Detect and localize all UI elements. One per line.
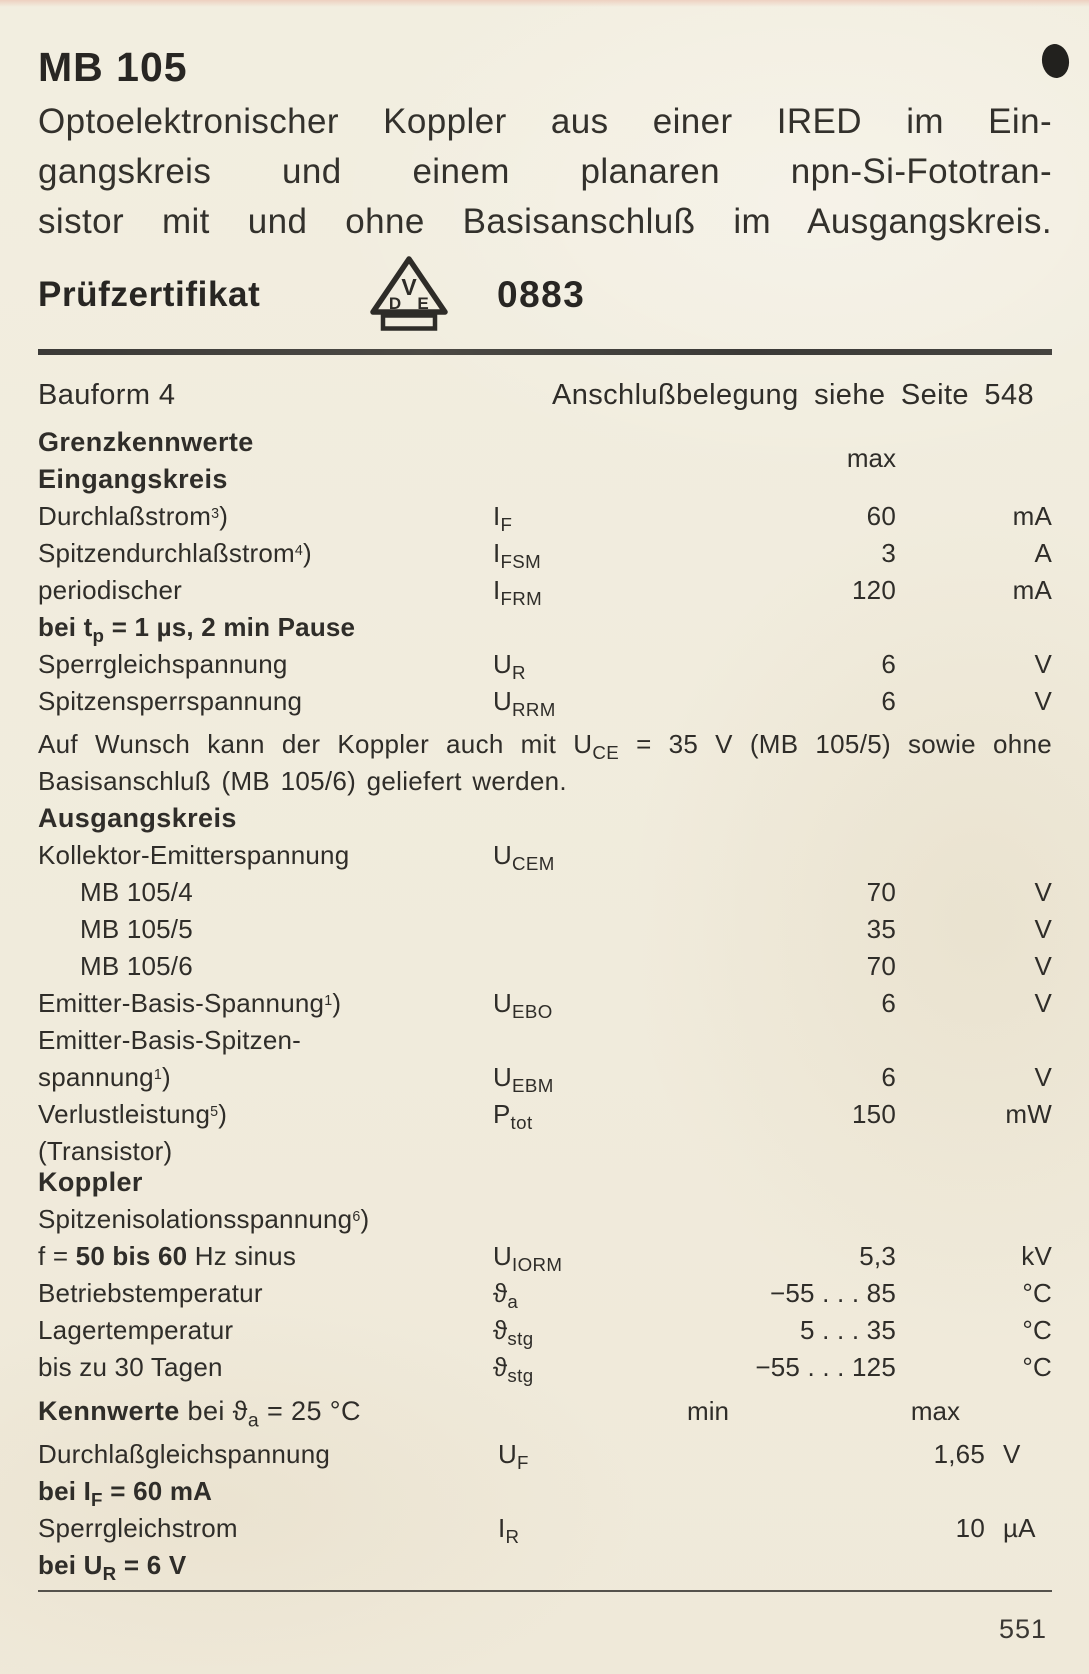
column-header-max: max bbox=[846, 443, 896, 473]
spec-max-value: 150 bbox=[852, 1099, 896, 1129]
spec-row bbox=[38, 985, 1052, 1022]
spec-label: bei $t_p = 1$ µs, 2 min Pause bbox=[38, 612, 356, 647]
spec-row bbox=[38, 1349, 1052, 1386]
vde-letter-e: E bbox=[417, 294, 429, 313]
spec-row bbox=[38, 874, 1052, 911]
description-line: sistor mit und ohne Basisanschluß im Ausgangskreis. bbox=[38, 202, 1052, 241]
characteristic-max-value: 10 bbox=[955, 1513, 985, 1543]
spec-unit: °C bbox=[1022, 1278, 1052, 1308]
spec-symbol bbox=[493, 1201, 668, 1238]
spec-max-value: 5,3 bbox=[859, 1241, 896, 1271]
characteristic-max-value: 1,65 bbox=[933, 1439, 985, 1469]
spec-unit: °C bbox=[1022, 1315, 1052, 1345]
spec-max-value: 70 bbox=[866, 877, 896, 907]
spec-row bbox=[38, 609, 1052, 646]
spec-max-value: 70 bbox=[866, 951, 896, 981]
spec-symbol bbox=[493, 1022, 668, 1059]
characteristic-label: Sperrgleichstrom bbox=[38, 1513, 238, 1543]
spec-unit: V bbox=[1034, 914, 1052, 944]
spec-label: Lagertemperatur bbox=[38, 1315, 234, 1345]
characteristic-min-value bbox=[648, 1473, 768, 1510]
spec-max-value: 6 bbox=[881, 686, 896, 716]
spec-max-value bbox=[668, 1201, 908, 1238]
spec-unit: mA bbox=[1012, 501, 1052, 531]
spec-max-value bbox=[668, 1022, 908, 1059]
characteristic-row bbox=[38, 1510, 1052, 1547]
spec-row bbox=[38, 1022, 1052, 1059]
spec-row bbox=[38, 1059, 1052, 1096]
spec-label: periodischer bbox=[38, 575, 183, 605]
spec-unit bbox=[908, 837, 1052, 874]
spec-max-value: 6 bbox=[881, 1062, 896, 1092]
page-footer bbox=[38, 1614, 1052, 1645]
info-row bbox=[38, 379, 1052, 411]
characteristic-min-value bbox=[648, 1547, 768, 1584]
characteristics-title-bold: Kennwerte bbox=[38, 1396, 180, 1426]
spec-symbol: $P_{tot}$ bbox=[493, 1099, 533, 1134]
spec-symbol: $I_{FRM}$ bbox=[493, 575, 543, 610]
spec-unit: V bbox=[1034, 1062, 1052, 1092]
vde-letter-d: D bbox=[388, 294, 402, 313]
spec-label: Ausgangskreis bbox=[38, 803, 237, 833]
column-header-max: max bbox=[910, 1396, 960, 1426]
spec-unit: V bbox=[1034, 649, 1052, 679]
spec-row bbox=[38, 837, 1052, 874]
spec-max-value: 6 bbox=[881, 988, 896, 1018]
description-line: Optoelektronischer Koppler aus einer IRED im Ein- bbox=[38, 102, 1052, 141]
spec-symbol bbox=[493, 948, 668, 985]
availability-note: Auf Wunsch kann der Koppler auch mit $U_{CE} = 35$ V (MB 105/5) sowie ohne Basisanschluß (MB 105/6) geliefert werden. bbox=[38, 729, 1052, 796]
spec-row bbox=[38, 572, 1052, 609]
characteristic-unit bbox=[985, 1473, 1052, 1510]
characteristic-max-value bbox=[768, 1473, 985, 1510]
certificate-label: Prüfzertifikat bbox=[38, 275, 261, 314]
spec-label: Emitter-Basis-Spitzen- bbox=[38, 1025, 302, 1055]
spec-symbol: $ϑ_a$ bbox=[493, 1278, 519, 1313]
spec-label: bis zu 30 Tagen bbox=[38, 1352, 223, 1382]
spec-max-value: 60 bbox=[866, 501, 896, 531]
spec-symbol: $U_{CEM}$ bbox=[493, 840, 555, 875]
characteristic-unit: µA bbox=[1003, 1513, 1036, 1543]
characteristic-label: Durchlaßgleichspannung bbox=[38, 1439, 331, 1469]
page-number: 551 bbox=[998, 1614, 1047, 1644]
spec-symbol bbox=[493, 1164, 668, 1201]
spec-row bbox=[38, 498, 1052, 535]
spec-label: Verlustleistung$^5$) bbox=[38, 1099, 228, 1129]
certificate-row bbox=[38, 255, 1052, 335]
spec-symbol bbox=[493, 911, 668, 948]
spec-unit bbox=[908, 609, 1052, 646]
spec-max-value bbox=[668, 837, 908, 874]
characteristic-row bbox=[38, 1473, 1052, 1510]
spec-max-value: −55 . . . 125 bbox=[755, 1352, 896, 1382]
characteristic-symbol bbox=[498, 1547, 648, 1584]
spec-unit: V bbox=[1034, 951, 1052, 981]
spec-row bbox=[38, 535, 1052, 572]
spec-label: Emitter-Basis-Spannung$^1$) bbox=[38, 988, 342, 1018]
spec-row bbox=[38, 911, 1052, 948]
characteristic-label: bei $I_F = 60$ mA bbox=[38, 1476, 213, 1511]
limits-title: Grenzkennwerte bbox=[38, 427, 254, 457]
characteristics-header bbox=[38, 1396, 1052, 1436]
spec-label: Durchlaßstrom$^3$) bbox=[38, 501, 229, 531]
characteristic-label: bei $U_R = 6$ V bbox=[38, 1550, 187, 1585]
package-label: Bauform 4 bbox=[38, 379, 176, 411]
bottom-divider bbox=[38, 1590, 1052, 1592]
spec-unit: V bbox=[1034, 988, 1052, 1018]
spec-symbol bbox=[493, 609, 668, 646]
spec-row bbox=[38, 646, 1052, 683]
section-divider bbox=[38, 349, 1052, 355]
spec-unit: kV bbox=[1021, 1241, 1052, 1271]
spec-label: (Transistor) bbox=[38, 1136, 173, 1166]
spec-row bbox=[38, 1164, 1052, 1201]
spec-symbol: $I_{FSM}$ bbox=[493, 538, 542, 573]
spec-symbol bbox=[493, 874, 668, 911]
pinout-reference: Anschlußbelegung siehe Seite 548 bbox=[551, 379, 1034, 411]
characteristics-table bbox=[38, 1436, 1052, 1584]
characteristic-min-value bbox=[648, 1436, 768, 1473]
characteristics-title-condition: bei $ϑ_a = 25$ °C bbox=[179, 1396, 361, 1432]
characteristic-min-value bbox=[648, 1510, 768, 1547]
spec-max-value bbox=[668, 800, 908, 837]
spec-row bbox=[38, 948, 1052, 985]
spec-unit: mA bbox=[1012, 575, 1052, 605]
characteristic-row bbox=[38, 1547, 1052, 1584]
characteristic-max-value bbox=[768, 1547, 985, 1584]
characteristic-symbol: $I_R$ bbox=[498, 1513, 520, 1548]
spec-symbol: $I_F$ bbox=[493, 501, 513, 536]
spec-row bbox=[38, 800, 1052, 837]
spec-symbol: $ϑ_{stg}$ bbox=[493, 1352, 534, 1387]
spec-row bbox=[38, 1201, 1052, 1238]
spec-label: Kollektor-Emitterspannung bbox=[38, 840, 350, 870]
spec-max-value: 3 bbox=[881, 538, 896, 568]
spec-max-value: −55 . . . 85 bbox=[770, 1278, 896, 1308]
spec-symbol: $U_{RRM}$ bbox=[493, 686, 556, 721]
spec-unit: mW bbox=[1005, 1099, 1052, 1129]
device-description bbox=[38, 97, 1052, 247]
spec-label: Spitzenisolationsspannung$^6$) bbox=[38, 1204, 370, 1234]
spec-symbol: $U_{EBO}$ bbox=[493, 988, 553, 1023]
characteristic-unit: V bbox=[1003, 1439, 1021, 1469]
vde-letter-v: V bbox=[401, 274, 417, 300]
characteristic-symbol bbox=[498, 1473, 648, 1510]
spec-max-value: 6 bbox=[881, 649, 896, 679]
spec-unit bbox=[908, 1022, 1052, 1059]
spec-row bbox=[38, 1096, 1052, 1133]
vde-logo-icon bbox=[368, 254, 450, 336]
spec-symbol: $U_{IORM}$ bbox=[493, 1241, 563, 1276]
spec-label: spannung$^1$) bbox=[38, 1062, 171, 1092]
spec-label: Spitzensperrspannung bbox=[38, 686, 303, 716]
page-title: MB 105 bbox=[38, 44, 188, 90]
spec-symbol bbox=[493, 800, 668, 837]
spec-label: MB 105/6 bbox=[80, 951, 193, 981]
limits-header bbox=[38, 427, 1052, 473]
spec-unit bbox=[908, 461, 1052, 498]
spec-row bbox=[38, 1312, 1052, 1349]
spec-label: MB 105/5 bbox=[80, 914, 193, 944]
spec-label: Spitzendurchlaßstrom$^4$) bbox=[38, 538, 312, 568]
spec-row bbox=[38, 1275, 1052, 1312]
spec-label: Betriebstemperatur bbox=[38, 1278, 263, 1308]
spec-row bbox=[38, 683, 1052, 720]
spec-label: Sperrgleichspannung bbox=[38, 649, 288, 679]
spec-unit bbox=[908, 1201, 1052, 1238]
spec-symbol: $U_R$ bbox=[493, 649, 526, 684]
spec-max-value: 5 . . . 35 bbox=[800, 1315, 896, 1345]
spec-symbol: $U_{EBM}$ bbox=[493, 1062, 554, 1097]
spec-max-value bbox=[668, 609, 908, 646]
spec-unit bbox=[908, 800, 1052, 837]
spec-row bbox=[38, 1238, 1052, 1275]
characteristic-row bbox=[38, 1436, 1052, 1473]
spec-symbol bbox=[493, 461, 668, 498]
spec-unit: °C bbox=[1022, 1352, 1052, 1382]
column-header-min: min bbox=[687, 1396, 729, 1426]
spec-max-value: 35 bbox=[866, 914, 896, 944]
spec-symbol: $ϑ_{stg}$ bbox=[493, 1315, 534, 1350]
spec-label: Eingangskreis bbox=[38, 464, 228, 494]
spec-unit bbox=[908, 1164, 1052, 1201]
characteristic-unit bbox=[985, 1547, 1052, 1584]
certificate-number: 0883 bbox=[497, 274, 586, 315]
spec-label: f = 50 bis 60 Hz sinus bbox=[38, 1241, 297, 1271]
characteristic-symbol: $U_F$ bbox=[498, 1439, 529, 1474]
description-line: gangskreis und einem planaren npn-Si-Fototran- bbox=[38, 152, 1052, 191]
spec-unit: V bbox=[1034, 877, 1052, 907]
spec-label: MB 105/4 bbox=[80, 877, 193, 907]
limits-table bbox=[38, 461, 1052, 1386]
spec-unit: V bbox=[1034, 686, 1052, 716]
spec-max-value: 120 bbox=[852, 575, 896, 605]
spec-label: Koppler bbox=[38, 1167, 143, 1197]
spec-unit: A bbox=[1034, 538, 1052, 568]
spec-max-value bbox=[668, 1164, 908, 1201]
characteristics-title bbox=[38, 1396, 648, 1436]
